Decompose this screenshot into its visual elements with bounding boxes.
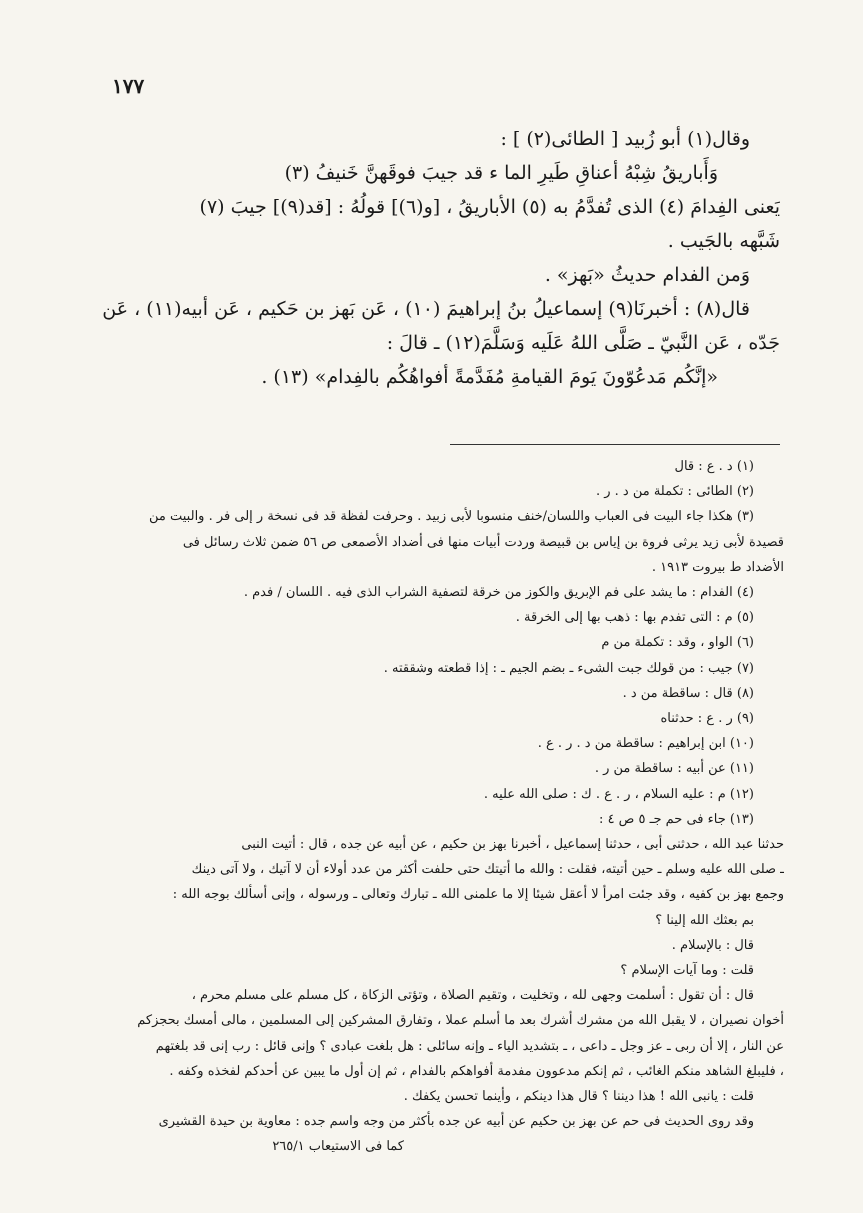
footnote-line: (٨) قال : ساقطة من د . — [622, 685, 754, 701]
footnote-line: (٢) الطائى : تكملة من د . ر . — [595, 484, 754, 500]
footnote-line: (٩) ر . ع : حدثناه — [660, 711, 754, 727]
footnote-line: (٤) الفدام : ما يشد على فم الإبريق والكوز من خرقة لتصفية الشراب الذى فيه . اللسان / فدم . — [243, 585, 754, 601]
footnote-line: (٣) هكذا جاء البيت فى العباب واللسان/خنف منسوبا لأبى زبيد . وحرفت لفظة قد فى نسخة ر إلى فر . والبيت من — [149, 509, 754, 525]
footnote-line: (١١) عن أبيه : ساقطة من ر . — [594, 761, 754, 777]
footnote-line: (١) د . ع : قال — [674, 459, 754, 474]
footnote-line: ـ صلى الله عليه وسلم ـ حين أتيته، فقلت : والله ما أتيتك حتى حلفت أكثر من عدد أولاء أن لا آتيك ، ولا آتى دينك — [191, 862, 784, 878]
footnote-line: (١٢) م : عليه السلام ، ر . ع . ك : صلى الله عليه . — [483, 786, 754, 802]
footnote-line: وقد روى الحديث فى حم عن بهز بن حكيم عن أبيه عن جده بأكثر من وجه واسم جده : معاوية بن حيدة القشيرى — [158, 1114, 754, 1130]
main-text-line: يَعنى الفِدامَ (٤) الذى تُفدَّمُ به (٥) الأباريقُ ، [و(٦)] قولُهُ : [قد(٩)] جيبَ (٧) — [199, 196, 780, 218]
footnotes — [104, 454, 784, 1160]
main-text-line: قال(٨) : أخبرنَا(٩) إسماعيلُ بنُ إبراهيمَ (١٠) ، عَن بَهز بن حَكيم ، عَن أبيه(١١) ، عَن — [102, 298, 750, 320]
main-text-line: شَبَّهه بالجَيب . — [667, 230, 780, 252]
footnote-line: (٦) الواو ، وقد : تكملة من م — [601, 635, 754, 651]
footnote-line: (١٠) ابن إبراهيم : ساقطة من د . ر . ع . — [537, 736, 754, 752]
footnote-line: عن النار ، إلا أن ربى ـ عز وجل ـ داعى ، ـ بتشديد الياء ـ وإنه سائلى : هل بلغت عبادى ؟ وإنى قائل : رب إنى قد بلغتهم — [155, 1038, 784, 1054]
page-number: ١٧٧ — [112, 74, 145, 98]
main-text-line: «إنَّكُم مَدعُوّونَ يَومَ القيامةِ مُفَدَّمةً أفواهُكُم بالفِدام» (١٣) . — [261, 366, 718, 388]
footnote-line: (١٣) جاء فى حم جـ ٥ ص ٤ : — [599, 811, 754, 827]
footnote-line: (٧) جيب : من قولك جبت الشىء ـ بضم الجيم ـ : إذا قطعته وشققته . — [383, 660, 754, 676]
footnote-line: الأضداد ط بيروت ١٩١٣ . — [651, 559, 784, 575]
footnote-line: حدثنا عبد الله ، حدثنى أبى ، حدثنا إسماعيل ، أخبرنا بهز بن حكيم ، عن أبيه عن جده ، قال : أتيت النبى — [241, 837, 784, 853]
footnote-separator — [450, 444, 780, 445]
footnote-line: قال : أن تقول : أسلمت وجهى لله ، وتخليت ، وتقيم الصلاة ، وتؤتى الزكاة ، كل مسلم على مسلم محرم ، — [191, 988, 754, 1004]
main-text-line: جَدّه ، عَن النَّبيّ ـ صَلَّى اللهُ عَلَيه وَسَلَّمَ(١٢) ـ قالَ : — [386, 332, 780, 354]
footnote-line: قلت : وما آيات الإسلام ؟ — [620, 963, 754, 979]
footnote-line: بم بعثك الله إلينا ؟ — [655, 912, 754, 928]
footnote-line: (٥) م : التى تفدم بها : ذهب بها إلى الخرقة . — [515, 610, 754, 626]
main-text-line: وقال(١) أبو زُبيد [ الطائى(٢) ] : — [500, 128, 750, 150]
footnote-line: وجمع بهز بن كفيه ، وقد جئت امرأ لا أعقل شيئا إلا ما علمنى الله ـ تبارك وتعالى ـ ورسوله ، وإنى أسألك بوجه الله : — [172, 887, 784, 903]
footnote-line: ، فليبلغ الشاهد منكم الغائب ، ثم إنكم مدعوون مفدمة أفواهكم بالفدام ، ثم إن أول ما يبين عن أحدكم لفخذه وكفه . — [169, 1063, 784, 1079]
main-text — [100, 122, 780, 394]
main-text-line: وَمن الفدام حديثُ «بَهز» . — [544, 264, 750, 286]
main-text-line: وَأَباريقُ شِبْهُ أعناقِ طَيرِ الما ء قد جيبَ فوقَهنَّ خَنيفُ (٣) — [284, 162, 718, 184]
footnote-line: كما فى الاستيعاب ٢٦٥/١ — [272, 1139, 404, 1155]
footnote-line: قلت : يانبى الله ! هذا ديننا ؟ قال هذا دينكم ، وأينما تحسن يكفك . — [403, 1089, 754, 1105]
footnote-line: قصيدة لأبى زيد يرثى فروة بن إياس بن قبيصة وردت أبيات منها فى أضداد الأصمعى ص ٥٦ ضمن ثلاث رسائل فى — [182, 534, 784, 550]
footnote-line: قال : بالإسلام . — [671, 937, 754, 953]
footnote-line: أخوان نصيران ، لا يقبل الله من مشرك أشرك بعد ما أسلم عملا ، وتفارق المشركين إلى المسلمين ، مالى أمسك بحجزكم — [137, 1013, 784, 1029]
